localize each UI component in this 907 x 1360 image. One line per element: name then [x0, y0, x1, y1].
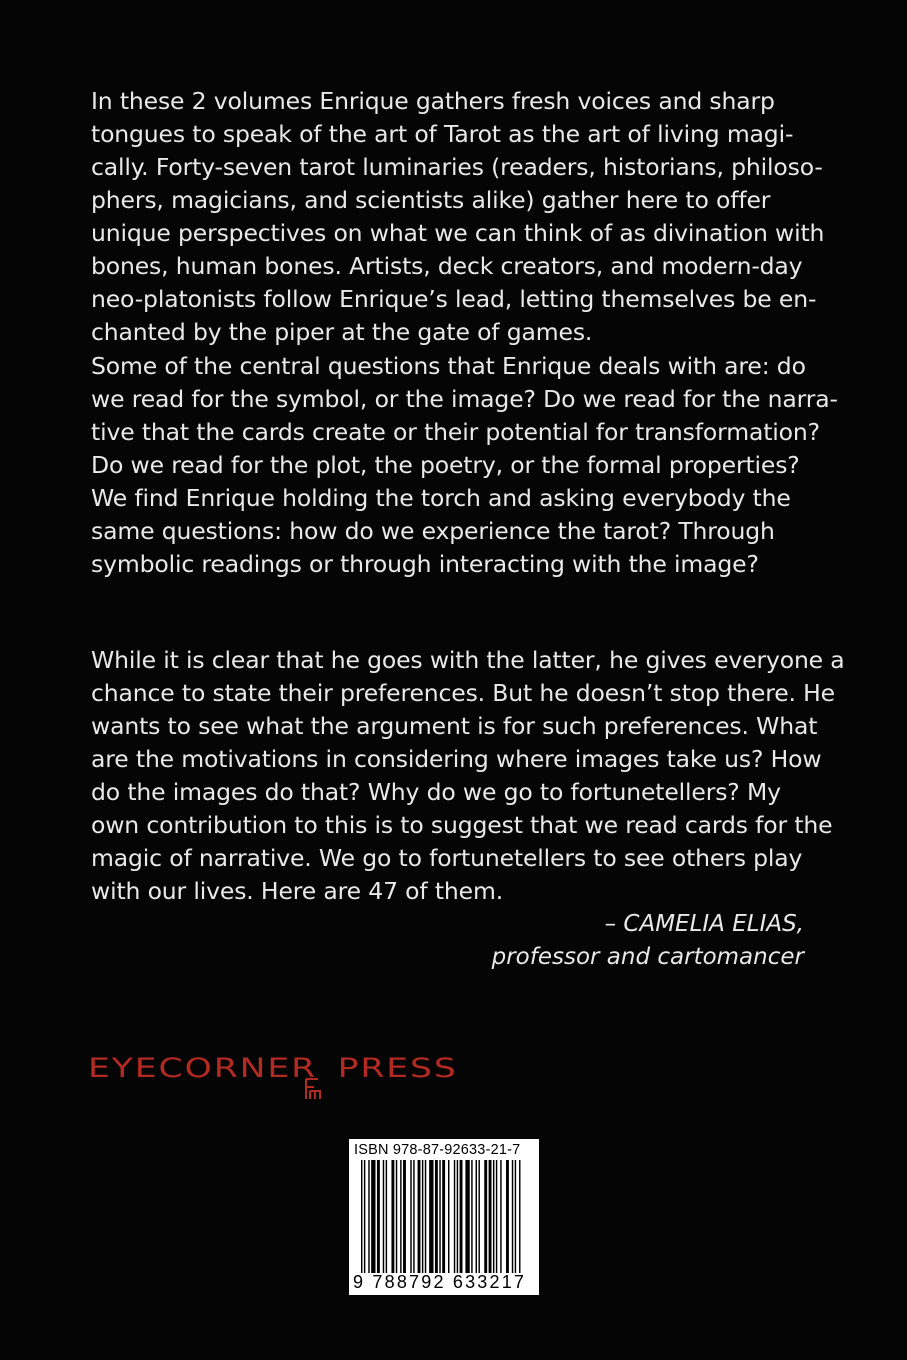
text-line: tive that the cards create or their potential for transformation? — [91, 418, 820, 446]
text-line: symbolic readings or through interacting with the image? — [91, 550, 759, 578]
text-line: We find Enrique holding the torch and asking everybody the — [91, 484, 791, 512]
barcode-digits: 9 788792 633217 — [353, 1272, 527, 1292]
text-line: wants to see what the argument is for such preferences. What — [91, 712, 818, 740]
eyecorner-logo-mark-icon — [304, 1078, 322, 1100]
blurb-paragraph-3 — [91, 644, 845, 908]
attribution-name: – CAMELIA ELIAS, — [604, 911, 804, 937]
text-line: In these 2 volumes Enrique gathers fresh voices and sharp — [91, 87, 775, 115]
blurb-paragraph-2 — [91, 350, 838, 581]
text-line: we read for the symbol, or the image? Do we read for the narra- — [91, 385, 838, 413]
text-line: While it is clear that he goes with the latter, he gives everyone a — [91, 646, 845, 674]
text-line: same questions: how do we experience the tarot? Through — [91, 517, 775, 545]
text-line: chanted by the piper at the gate of games. — [91, 318, 593, 346]
isbn-barcode — [349, 1139, 539, 1295]
text-line: own contribution to this is to suggest that we read cards for the — [91, 811, 833, 839]
text-line: cally. Forty-seven tarot luminaries (readers, historians, philoso- — [91, 153, 823, 181]
attribution-role: professor and cartomancer — [491, 944, 804, 970]
text-line: neo-platonists follow Enrique’s lead, letting themselves be en- — [91, 285, 817, 313]
publisher-logo — [88, 1053, 458, 1084]
text-line: Some of the central questions that Enrique deals with are: do — [91, 352, 806, 380]
text-line: tongues to speak of the art of Tarot as the art of living magi- — [91, 120, 794, 148]
text-line: bones, human bones. Artists, deck creators, and modern-day — [91, 252, 803, 280]
text-line: Do we read for the plot, the poetry, or the formal properties? — [91, 451, 800, 479]
text-line: chance to state their preferences. But he doesn’t stop there. He — [91, 679, 835, 707]
text-line: phers, magicians, and scientists alike) gather here to offer — [91, 186, 771, 214]
publisher-name-word2: PRESS — [337, 1053, 458, 1084]
blurb-paragraph-1 — [91, 85, 825, 349]
text-line: magic of narrative. We go to fortunetellers to see others play — [91, 844, 803, 872]
text-line: do the images do that? Why do we go to fortunetellers? My — [91, 778, 781, 806]
isbn-label: ISBN 978-87-92633-21-7 — [354, 1142, 521, 1158]
barcode-bars — [361, 1160, 534, 1273]
text-line: unique perspectives on what we can think of as divination with — [91, 219, 825, 247]
text-line: with our lives. Here are 47 of them. — [91, 877, 504, 905]
text-line: are the motivations in considering where images take us? How — [91, 745, 822, 773]
publisher-name-word1: EYECORNER — [88, 1053, 318, 1084]
